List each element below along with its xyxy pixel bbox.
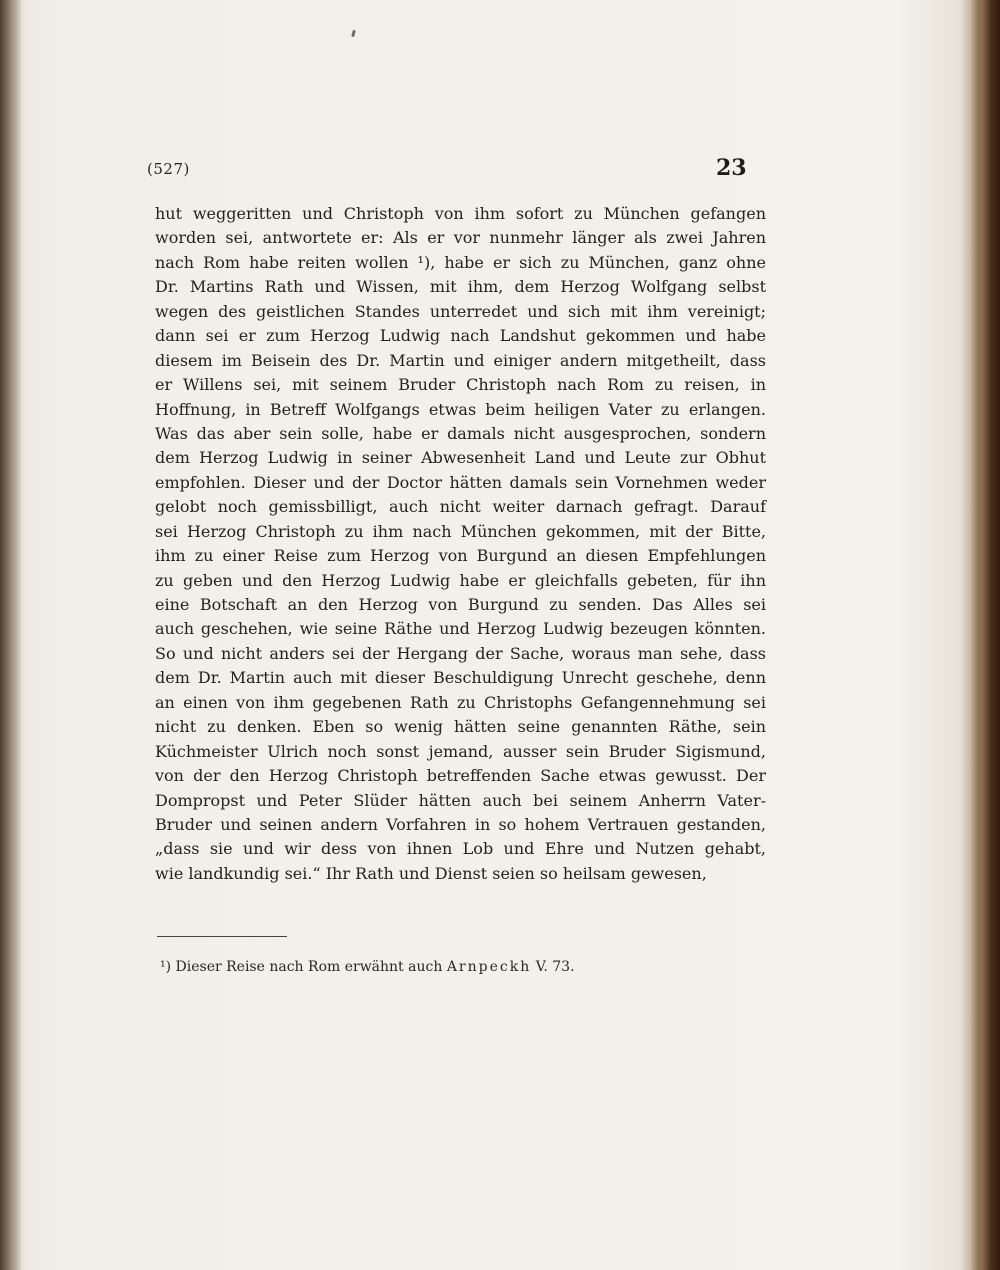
text-line: empfohlen. Dieser und der Doctor hätten damals sein Vornehmen weder — [155, 472, 766, 492]
text-line: wie landkundig sei.“ Ihr Rath und Dienst seien so heilsam gewesen, — [155, 863, 707, 883]
footnote-ref: V. 73. — [535, 959, 575, 975]
text-line: an einen von ihm gegebenen Rath zu Christophs Gefangennehmung sei — [155, 692, 766, 712]
text-line: Küchmeister Ulrich noch sonst jemand, ausser sein Bruder Sigismund, — [155, 741, 766, 761]
text-line: nicht zu denken. Eben so wenig hätten seine genannten Räthe, sein — [155, 717, 766, 737]
text-line: Dr. Martins Rath und Wissen, mit ihm, dem Herzog Wolfgang selbst — [155, 277, 766, 297]
footnote-marker: ¹) — [160, 959, 172, 975]
text-line: So und nicht anders sei der Hergang der Sache, woraus man sehe, dass — [155, 643, 766, 663]
text-line: Bruder und seinen andern Vorfahren in so hohem Vertrauen gestanden, — [155, 814, 766, 834]
text-line: ihm zu einer Reise zum Herzog von Burgund an diesen Empfehlungen — [155, 546, 766, 566]
text-line: eine Botschaft an den Herzog von Burgund zu senden. Das Alles sei — [155, 595, 766, 614]
footnote — [160, 959, 575, 975]
body-text — [155, 202, 766, 886]
text-line: worden sei, antwortete er: Als er vor nunmehr länger als zwei Jahren — [155, 228, 766, 248]
ink-speck — [351, 30, 356, 38]
page-number: 23 — [716, 155, 747, 181]
text-line: gelobt noch gemissbilligt, auch nicht weiter darnach gefragt. Darauf — [155, 497, 766, 517]
page-ref-header: (527) — [147, 160, 190, 178]
footnote-author: Arnpeckh — [446, 959, 532, 975]
text-line: hut weggeritten und Christoph von ihm sofort zu München gefangen — [155, 204, 766, 223]
footnote-text: Dieser Reise nach Rom erwähnt auch — [175, 959, 443, 975]
text-line: zu geben und den Herzog Ludwig habe er gleichfalls gebeten, für ihn — [155, 570, 766, 590]
text-line: von der den Herzog Christoph betreffenden Sache etwas gewusst. Der — [155, 766, 766, 786]
text-line: diesem im Beisein des Dr. Martin und einiger andern mitgetheilt, dass — [155, 350, 766, 370]
footnote-rule — [157, 936, 287, 937]
text-line: dem Herzog Ludwig in seiner Abwesenheit Land und Leute zur Obhut — [155, 448, 766, 468]
text-line: sei Herzog Christoph zu ihm nach München gekommen, mit der Bitte, — [155, 521, 766, 541]
text-line: Hoffnung, in Betreff Wolfgangs etwas beim heiligen Vater zu erlangen. — [155, 399, 766, 419]
text-line: Dompropst und Peter Slüder hätten auch bei seinem Anherrn Vater- — [155, 790, 766, 810]
text-line: „dass sie und wir dess von ihnen Lob und Ehre und Nutzen gehabt, — [155, 839, 766, 859]
text-line: wegen des geistlichen Standes unterredet und sich mit ihm vereinigt; — [155, 301, 766, 321]
text-line: nach Rom habe reiten wollen ¹), habe er sich zu München, ganz ohne — [155, 252, 766, 272]
book-edge-cover — [970, 0, 1000, 1270]
text-line: Was das aber sein solle, habe er damals nicht ausgesprochen, sondern — [155, 423, 766, 443]
text-line: auch geschehen, wie seine Räthe und Herzog Ludwig bezeugen könnten. — [155, 619, 766, 639]
text-line: dem Dr. Martin auch mit dieser Beschuldigung Unrecht geschehe, denn — [155, 668, 766, 688]
text-line: er Willens sei, mit seinem Bruder Christoph nach Rom zu reisen, in — [155, 375, 766, 395]
text-line: dann sei er zum Herzog Ludwig nach Landshut gekommen und habe — [155, 326, 766, 346]
book-gutter-shadow — [0, 0, 22, 1270]
